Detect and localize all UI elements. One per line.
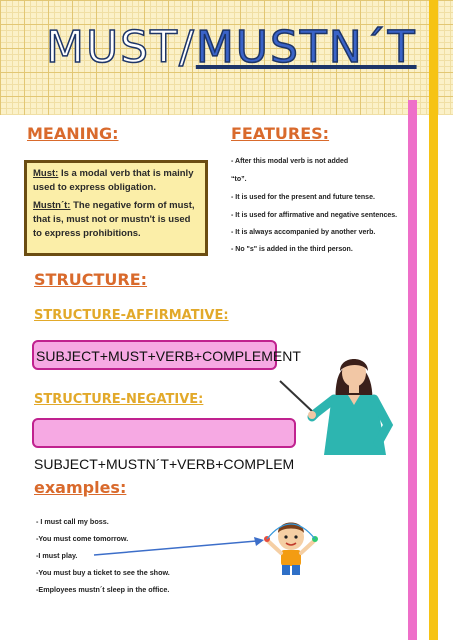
affirmative-heading: STRUCTURE-AFFIRMATIVE:: [34, 308, 229, 323]
example-item: -I must play.: [36, 551, 78, 560]
feature-item: - It is always accompanied by another verb.: [231, 229, 376, 236]
meaning-box: [24, 160, 208, 256]
must-text: Is a modal verb that is mainly used to express obligation.: [33, 168, 194, 193]
feature-item: - No "s" is added in the third person.: [231, 246, 353, 253]
mustnt-term: Mustn´t:: [33, 200, 71, 211]
features-heading: FEATURES:: [231, 124, 330, 143]
title-mustnt: MUSTN´T: [195, 22, 417, 73]
negative-formula-box: [32, 418, 296, 448]
arrow-icon: [92, 535, 267, 560]
examples-heading: examples:: [34, 478, 127, 497]
mustnt-text: The negative form of must, that is, must not or mustn't is used to express prohibitions.: [33, 200, 195, 239]
mustnt-definition: [33, 199, 199, 241]
must-definition: [33, 167, 199, 195]
example-item: -You must buy a ticket to see the show.: [36, 568, 170, 577]
feature-item: - After this modal verb is not added: [231, 158, 349, 165]
meaning-heading: MEANING:: [27, 124, 119, 143]
must-term: Must:: [33, 168, 59, 179]
teacher-illustration-icon: [278, 345, 408, 455]
feature-item: “to”.: [231, 176, 247, 183]
kid-illustration-icon: [262, 515, 320, 577]
negative-heading: STRUCTURE-NEGATIVE:: [34, 392, 204, 407]
structure-heading: STRUCTURE:: [34, 270, 148, 289]
negative-formula: SUBJECT+MUSTN´T+VERB+COMPLEM: [34, 456, 295, 472]
example-item: -You must come tomorrow.: [36, 534, 129, 543]
page-title: [46, 18, 416, 78]
pink-stripe: [408, 100, 417, 640]
yellow-stripe: [429, 0, 438, 640]
example-item: -Employees mustn´t sleep in the office.: [36, 585, 170, 594]
feature-item: - It is used for affirmative and negative sentences.: [231, 212, 398, 219]
example-item: - I must call my boss.: [36, 517, 109, 526]
feature-item: - It is used for the present and future tense.: [231, 194, 375, 201]
title-must: MUST/: [46, 22, 196, 73]
affirmative-formula: SUBJECT+MUST+VERB+COMPLEMENT: [36, 348, 301, 364]
